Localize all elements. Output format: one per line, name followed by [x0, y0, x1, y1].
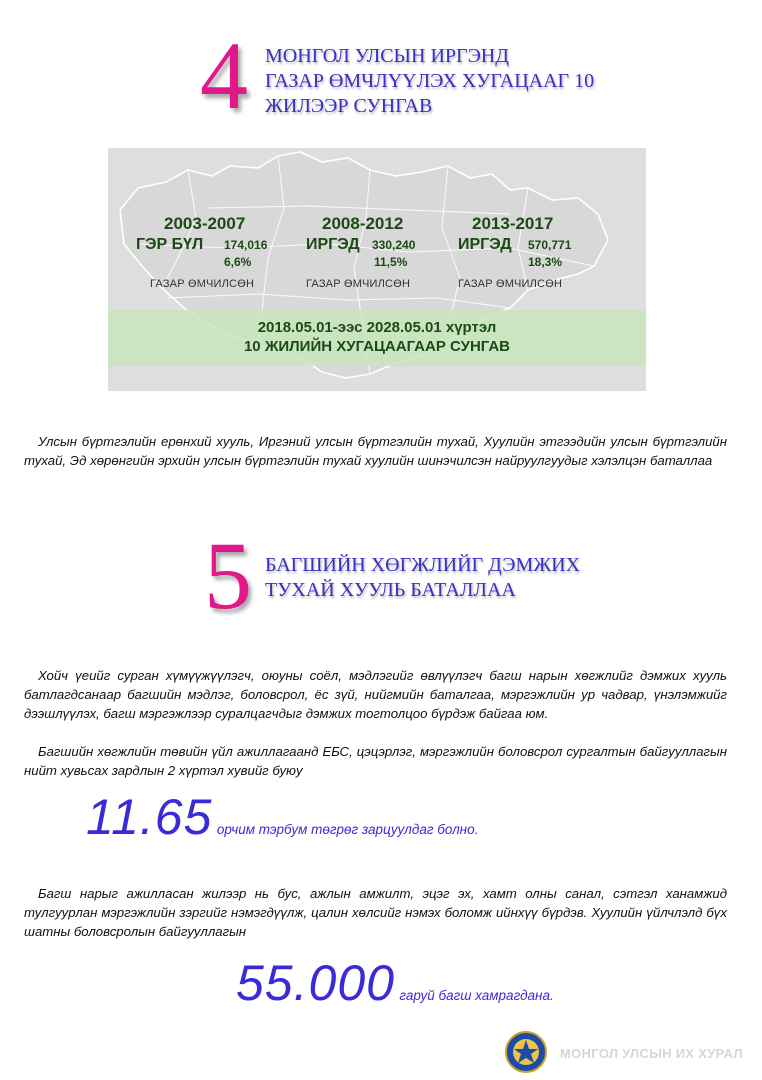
banner-text: 10 ЖИЛИЙН ХУГАЦААГААР СУНГАВ — [243, 338, 511, 355]
section5-number: 5 — [204, 522, 252, 629]
period-subject: ГЭР БҮЛ — [136, 236, 204, 253]
banner-dates: 2018.05.01-ээс 2028.05.01 хүртэл — [257, 319, 497, 336]
state-emblem-icon — [505, 1031, 547, 1073]
paragraph-teacher-law — [24, 666, 727, 723]
figure-caption: орчим тэрбум төгрөг зарцуулдаг болно. — [216, 822, 479, 837]
paragraph-text: Багш нарыг ажилласан жилээр нь бус, ажлын амжилт, эцэг эх, хамт олны санал, сэтгэл ханамжид тулгуурлан мэргэжлийн зэргийг нэмэгдүүлж, цалин хөлсийг нэмэх боломж ийнхүү бүрдэв. Хуулийн үйлчлэлд бүх шатны боловсролын байгууллагын — [24, 886, 727, 939]
period-subject: ИРГЭД — [306, 236, 360, 253]
paragraph-text: Улсын бүртгэлийн ерөнхий хууль, Иргэний улсын бүртгэлийн тухай, Хуулийн этгээдийн улсын бүртгэлийн тухай, Эд хөрөнгийн эрхийн улсын бүртгэлийн тухай хуулийн шинэчилсэн найруулгуудыг хэлэлцэн баталлаа — [24, 434, 727, 468]
period-percent: 6,6% — [224, 255, 252, 269]
figure-budget — [86, 789, 479, 845]
paragraph-text: Багшийн хөгжлийн төвийн үйл ажиллагаанд ЕБС, цэцэрлэг, мэргэжлийн боловсрол сургалтын байгууллагын нийт хувьсах зардлын 2 хүртэл хувийг буюу — [24, 744, 727, 778]
paragraph-teacher-center — [24, 742, 727, 780]
section5-title — [265, 553, 605, 603]
period-percent: 11,5% — [374, 255, 408, 269]
section4-title-line: МОНГОЛ УЛСЫН ИРГЭНД — [265, 45, 509, 67]
section4-title-line: ГАЗАР ӨМЧЛҮҮЛЭХ ХУГАЦААГ 10 — [265, 70, 595, 92]
period-caption: ГАЗАР ӨМЧИЛСӨН — [458, 278, 563, 290]
section5-title-line: БАГШИЙН ХӨГЖЛИЙГ ДЭМЖИХ — [265, 554, 581, 576]
period-percent: 18,3% — [528, 255, 563, 269]
organization-name: МОНГОЛ УЛСЫН ИХ ХУРАЛ — [560, 1046, 743, 1061]
period-caption: ГАЗАР ӨМЧИЛСӨН — [150, 278, 255, 290]
section4-title — [265, 44, 595, 119]
period-years: 2003-2007 — [164, 214, 246, 233]
figure-caption: гаруй багш хамрагдана. — [399, 988, 554, 1003]
figure-value: 11.65 — [86, 789, 213, 845]
extension-banner — [108, 310, 646, 366]
period-count: 570,771 — [528, 238, 572, 252]
period-count: 330,240 — [372, 238, 416, 252]
section4-title-line: ЖИЛЭЭР СУНГАВ — [265, 95, 433, 117]
period-count: 174,016 — [224, 238, 268, 252]
paragraph-teacher-rank — [24, 884, 727, 941]
section4-number: 4 — [200, 22, 248, 129]
paragraph-text: Хойч үеийг сурган хүмүүжүүлэгч, оюуны соёл, мэдлэгийг өвлүүлэгч багш нарын хөгжлийг дэмжих хууль батлагдсанаар багшийн мэдлэг, боловсрол, ёс зүй, нийгмийн баталгаа, мэргэжлийн ур чадвар, үнэлэмжийг дээшлүүлэх, багш мэргэжлээр суралцагчдыг дэмжих тогтолцоо бүрдэж байгаа юм. — [24, 668, 727, 721]
period-caption: ГАЗАР ӨМЧИЛСӨН — [306, 278, 411, 290]
section5-title-line: ТУХАЙ ХУУЛЬ БАТАЛЛАА — [265, 579, 516, 601]
figure-teachers — [236, 955, 554, 1011]
mongolia-map-panel — [108, 148, 646, 391]
period-years: 2013-2017 — [472, 214, 554, 233]
paragraph-registration-laws — [24, 432, 727, 470]
figure-value: 55.000 — [236, 955, 395, 1011]
period-subject: ИРГЭД — [458, 236, 512, 253]
period-years: 2008-2012 — [322, 214, 404, 233]
